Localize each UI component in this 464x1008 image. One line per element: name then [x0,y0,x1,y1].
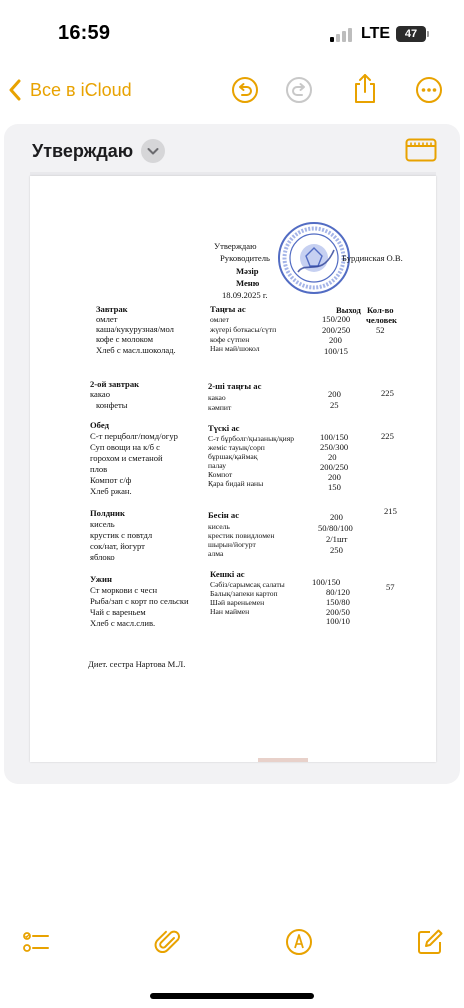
section-title-ru: Полдник [90,508,125,518]
redo-icon [285,76,313,104]
status-bar [0,0,464,64]
menu-item-ru: плов [90,464,108,474]
battery-tip [427,31,429,37]
menu-item-kz: кәмпит [208,403,232,412]
redo-button[interactable] [285,76,313,104]
more-button[interactable] [415,76,443,104]
nav-bar [0,70,464,110]
menu-item-kz: палау [208,461,227,470]
doc-date: 18.09.2025 г. [222,290,268,300]
menu-item-ru: С-т перцболг/помд/огур [90,431,178,441]
back-label: Все в iCloud [30,79,132,100]
undo-button[interactable] [231,76,259,104]
doc-approve: Утверждаю [214,241,257,251]
col-count-2: человек [366,315,397,325]
compose-icon [416,928,444,956]
doc-head: Руководитель [220,253,270,263]
people-count: 225 [381,431,394,441]
output-value: 200 [329,335,342,345]
people-count: 52 [376,325,385,335]
back-button[interactable] [8,74,132,106]
home-indicator[interactable] [150,993,314,999]
compose-button[interactable] [416,928,444,956]
menu-item-kz: жүгері боткасы/сүтп [210,325,277,334]
chevron-down-icon [141,139,165,163]
output-value: 100/10 [326,616,350,626]
menu-item-ru: кисель [90,519,115,529]
attachment-icon [154,928,182,956]
doc-footer: Диет. сестра Нартова М.Л. [88,659,186,669]
menu-item-kz: Нан май/шокол [210,344,260,353]
section-title-kz: Бесін ас [208,510,240,520]
menu-item-ru: омлет [96,314,118,324]
status-time: 16:59 [58,22,111,44]
output-value: 80/120 [326,587,350,597]
undo-icon [231,76,259,104]
network-type: LTE [361,25,391,42]
menu-item-ru: Ст моркови с чесн [90,585,158,595]
menu-item-kz: какао [208,393,226,402]
doc-head-name: Бурдинская О.В. [342,253,403,263]
note-title[interactable]: Утверждаю [32,141,134,161]
menu-item-kz: Нан маймен [210,607,250,616]
menu-item-ru: Хлеб ржан. [90,486,132,496]
menu-item-kz: Сәбіз/сарымсақ салаты [210,580,285,589]
section-title-ru: Обед [90,420,109,430]
output-value: 2/1шт [326,534,348,544]
output-value: 100/150 [320,432,349,442]
menu-item-ru: каша/кукурузная/мол [96,324,174,334]
menu-item-kz: алма [208,549,224,558]
menu-item-kz: Қара бидай наны [208,479,264,488]
menu-item-ru: крустик с повтдл [90,530,153,540]
section-title-kz: 2-ші таңғы ас [208,381,262,391]
output-value: 200 [328,389,341,399]
col-count-1: Кол-во [367,305,394,315]
scanned-document[interactable] [30,176,436,762]
output-value: 250/300 [320,442,349,452]
section-title-kz: Кешкі ас [210,569,245,579]
output-value: 150/80 [326,597,350,607]
battery-level: 47 [404,28,418,40]
menu-item-ru: Компот с/ф [90,475,132,485]
checklist-button[interactable] [22,928,50,956]
output-value: 200 [328,472,341,482]
output-value: 250 [330,545,343,555]
scan-options-button[interactable] [405,138,437,162]
menu-item-ru: Рыба/зап с корт по сельски [90,596,189,606]
menu-item-kz: кофе сүтпен [210,335,250,344]
menu-item-kz: Компот [208,470,233,479]
menu-item-ru: яблоко [90,552,115,562]
share-button[interactable] [351,72,379,100]
people-count: 225 [381,388,394,398]
battery-icon [396,26,426,42]
menu-item-kz: шырын/йогурт [208,540,256,549]
output-value: 200 [330,512,343,522]
section-title-kz: Таңғы ас [210,304,246,314]
menu-item-ru: горохом и сметаной [90,453,163,463]
menu-item-kz: Балық/запеки картоп [210,589,278,598]
stamp-seal [276,220,352,296]
output-value: 50/80/100 [318,523,353,533]
doc-menu-ru: Меню [236,278,260,288]
people-count: 215 [384,506,397,516]
menu-item-ru: какао [90,389,111,399]
menu-item-kz: жеміс тауық/сорп [208,443,265,452]
menu-item-kz: крестик повидломен [208,531,275,540]
menu-item-ru: Суп овощи на к/б с [90,442,160,452]
output-value: 200/250 [320,462,349,472]
output-value: 150 [328,482,341,492]
output-value: 20 [328,452,337,462]
menu-item-ru: сок/нат, йогурт [90,541,145,551]
doc-menu-kz: Мәзір [236,266,259,276]
title-menu-button[interactable] [141,139,165,163]
section-title-ru: Ужин [90,574,112,584]
people-count: 57 [386,582,395,592]
attachment-button[interactable] [154,928,182,956]
menu-item-ru: Чай с вареньем [90,607,146,617]
section-title-kz: Түскі ас [208,423,240,433]
output-value: 25 [330,400,339,410]
menu-item-kz: омлет [210,315,229,324]
checklist-icon [22,928,50,956]
menu-item-kz: Шәй вареньемен [210,598,265,607]
output-value: 200/250 [322,325,351,335]
section-title-ru: Завтрак [96,304,128,314]
menu-item-kz: С-т бұрболг/қызанық/қияр [208,434,295,443]
chevron-left-icon [8,79,22,101]
menu-item-ru: конфеты [96,400,128,410]
menu-item-ru: кофе с молоком [96,334,154,344]
menu-item-ru: Хлеб с масл.слив. [90,618,156,628]
output-value: 200/50 [326,607,350,617]
col-output: Выход [336,305,361,315]
markup-icon [285,928,313,956]
section-title-ru: 2-ой завтрак [90,379,140,389]
more-icon [415,76,443,104]
menu-item-kz: кисель [208,522,230,531]
share-icon [351,72,379,104]
markup-button[interactable] [285,928,313,956]
scanned-document-icon [405,138,437,162]
cellular-signal-icon [330,28,354,42]
menu-item-kz: бұршақ/қаймақ [208,452,258,461]
menu-item-ru: Хлеб с масл.шоколад. [96,345,176,355]
output-value: 100/150 [312,577,341,587]
output-value: 100/15 [324,346,348,356]
output-value: 150/200 [322,314,351,324]
scan-bottom-mark [258,758,308,762]
